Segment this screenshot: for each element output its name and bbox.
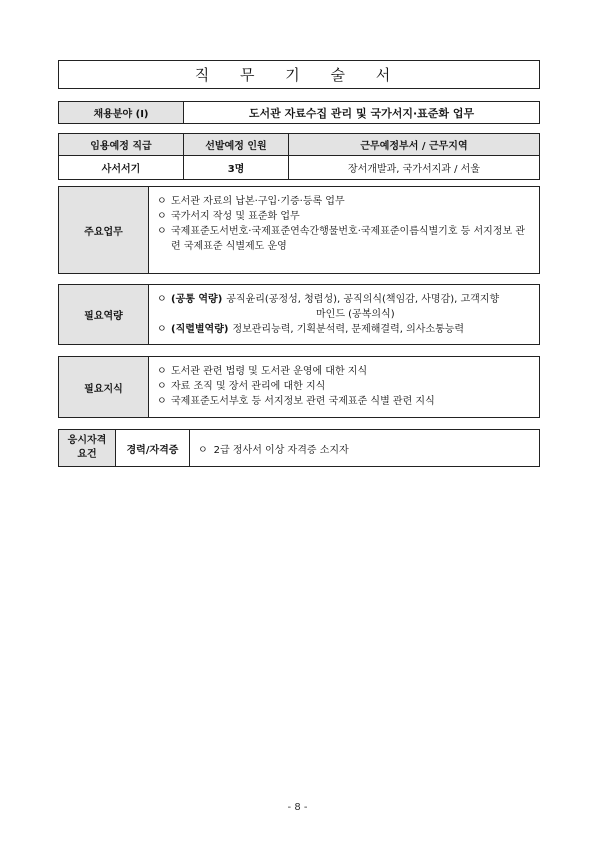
bullet-icon: ㅇ bbox=[157, 226, 167, 237]
bullet-icon: ㅇ bbox=[157, 381, 167, 392]
job-competency bbox=[157, 322, 533, 337]
position-table bbox=[58, 133, 540, 180]
position-dept: 장서개발과, 국가서지과 / 서울 bbox=[289, 156, 540, 180]
knowledge-label: 필요지식 bbox=[59, 357, 149, 418]
position-header-dept: 근무예정부서 / 근무지역 bbox=[289, 134, 540, 156]
position-header-count: 선발예정 인원 bbox=[184, 134, 289, 156]
field-value: 도서관 자료수집 관리 및 국가서지·표준화 업무 bbox=[184, 102, 540, 124]
competencies-label: 필요역량 bbox=[59, 285, 149, 345]
list-item: ㅇ 국가서지 작성 및 표준화 업무 bbox=[157, 211, 300, 222]
qualification-value: 2급 정사서 이상 자격증 소지자 bbox=[213, 444, 349, 456]
bullet-icon: ㅇ bbox=[157, 211, 167, 222]
list-item: ㅇ 자료 조직 및 장서 관리에 대한 지식 bbox=[157, 381, 326, 392]
qualification-content bbox=[190, 430, 540, 467]
bullet-icon: ㅇ bbox=[157, 196, 167, 207]
page-title: 직 무 기 술 서 bbox=[58, 60, 540, 89]
common-competency bbox=[157, 292, 533, 307]
page-number: - 8 - bbox=[287, 802, 308, 813]
bullet-icon: ㅇ bbox=[198, 444, 208, 456]
main-duties-content bbox=[149, 187, 540, 274]
knowledge-list bbox=[157, 364, 533, 409]
common-competency-key: (공통 역량) bbox=[171, 294, 223, 305]
knowledge-table bbox=[58, 356, 540, 418]
common-competency-value: 공직윤리(공정성, 청렴성), 공직의식(책임감, 사명감), 고객지향 bbox=[226, 294, 500, 305]
job-competency-key: (직렬별역량) bbox=[171, 324, 229, 335]
job-competency-value: 정보관리능력, 기획분석력, 문제해결력, 의사소통능력 bbox=[232, 324, 465, 335]
position-grade: 사서서기 bbox=[59, 156, 184, 180]
list-item: ㅇ 국제표준도서번호·국제표준연속간행물번호·국제표준이름식별기호 등 서지정보 관련 국제표준 식별제도 운영 bbox=[157, 226, 525, 252]
position-header-grade: 임용예정 직급 bbox=[59, 134, 184, 156]
main-duties-label: 주요업무 bbox=[59, 187, 149, 274]
position-count: 3명 bbox=[184, 156, 289, 180]
field-table bbox=[58, 101, 540, 124]
list-item: ㅇ 도서관 관련 법령 및 도서관 운영에 대한 지식 bbox=[157, 366, 368, 377]
bullet-icon: ㅇ bbox=[157, 324, 167, 335]
qualification-label: 응시자격 요건 bbox=[59, 430, 116, 467]
list-item: ㅇ 도서관 자료의 납본·구입·기증·등록 업무 bbox=[157, 196, 345, 207]
qualification-table bbox=[58, 429, 540, 467]
main-duties-list bbox=[157, 194, 533, 254]
competencies-content bbox=[149, 285, 540, 345]
list-item: ㅇ 국제표준도서부호 등 서지정보 관련 국제표준 식별 관련 지식 bbox=[157, 396, 435, 407]
common-competency-continuation: 마인드 (공복의식) bbox=[316, 309, 395, 320]
competencies-table bbox=[58, 284, 540, 345]
qualification-sub-label: 경력/자격증 bbox=[116, 430, 190, 467]
knowledge-content bbox=[149, 357, 540, 418]
bullet-icon: ㅇ bbox=[157, 396, 167, 407]
field-label: 채용분야 (Ⅰ) bbox=[59, 102, 184, 124]
main-duties-table bbox=[58, 186, 540, 274]
bullet-icon: ㅇ bbox=[157, 366, 167, 377]
bullet-icon: ㅇ bbox=[157, 294, 167, 305]
